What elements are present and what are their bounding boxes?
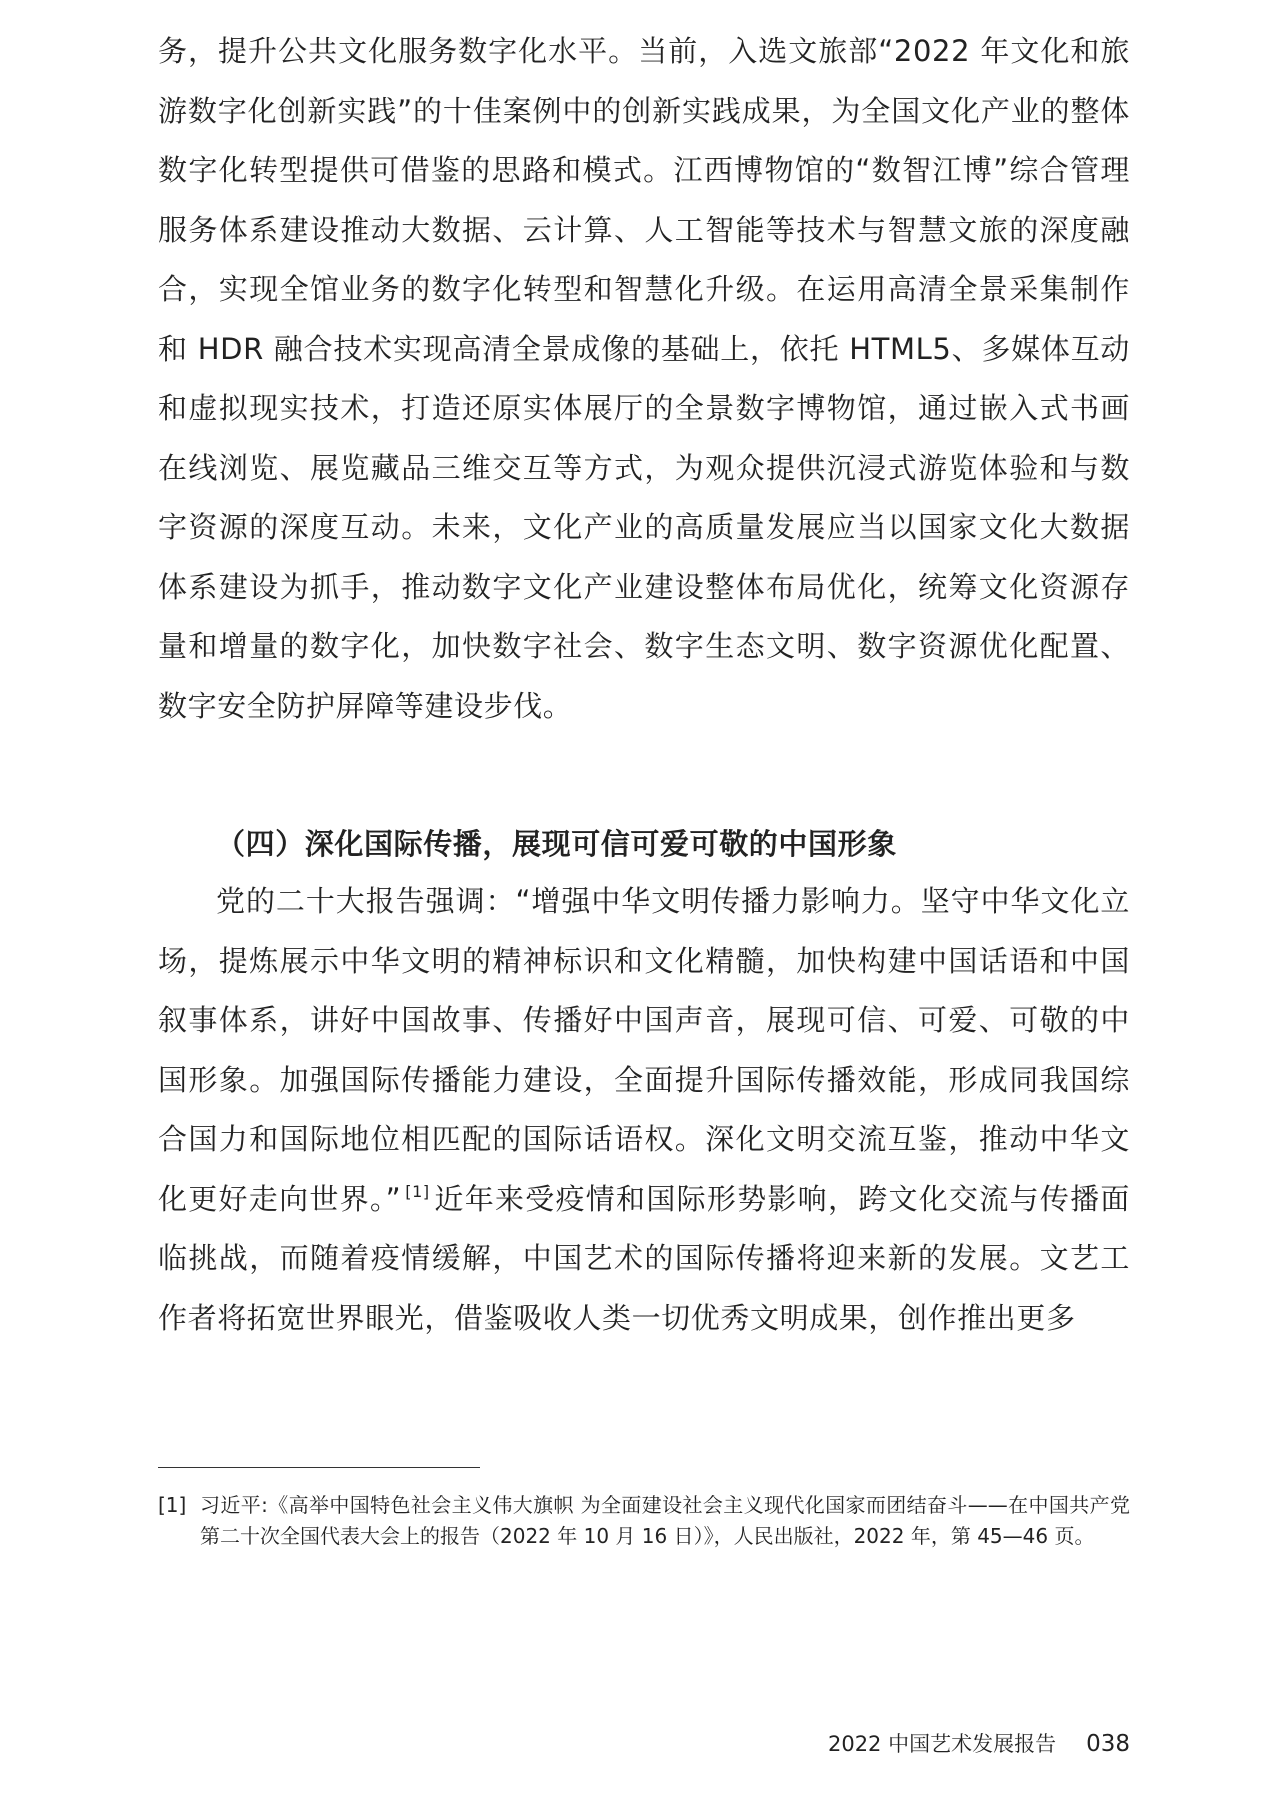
body-paragraph: 务，提升公共文化服务数字化水平。当前，入选文旅部“2022 年文化和旅游数字化创新实践”的十佳案例中的创新实践成果，为全国文化产业的整体数字化转型提供可借鉴的思路和模式。江西博物馆的“数智江博”综合管理服务体系建设推动大数据、云计算、人工智能等技术与智慧文旅的深度融合，实现全馆业务的数字化转型和智慧化升级。在运用高清全景采集制作和 HDR 融合技术实现高清全景成像的基础上，依托 HTML5、多媒体互动和虚拟现实技术，打造还原实体展厅的全景数字博物馆，通过嵌入式书画在线浏览、展览藏品三维交互等方式，为观众提供沉浸式游览体验和与数字资源的深度互动。未来，文化产业的高质量发展应当以国家文化大数据体系建设为抓手，推动数字文化产业建设整体布局优化，统筹文化资源存量和增量的数字化，加快数字社会、数字生态文明、数字资源优化配置、数字安全防护屏障等建设步伐。 — [158, 34, 1130, 723]
footer-book-title: 2022 中国艺术发展报告 — [827, 1732, 1057, 1756]
page-footer — [828, 1730, 1130, 1758]
footnote-number: [1] — [158, 1493, 187, 1517]
page-body — [158, 22, 1130, 1348]
footnote-divider — [158, 1467, 480, 1468]
footnote — [158, 1490, 1130, 1552]
footnote-reference[interactable]: [1] — [405, 1181, 430, 1201]
section-heading: （四）深化国际传播，展现可信可爱可敬的中国形象 — [216, 827, 897, 861]
paragraph-text: 近年来受疫情和国际形势影响，跨文化交流与传播面临挑战，而随着疫情缓解，中国艺术的国际传播将迎来新的发展。文艺工作者将拓宽世界眼光，借鉴吸收人类一切优秀文明成果，创作推出更多 — [158, 1181, 1130, 1335]
footnote-text: 习近平:《高举中国特色社会主义伟大旗帜 为全面建设社会主义现代化国家而团结奋斗——在中国共产党第二十次全国代表大会上的报告（2022 年 10 月 16 日）》，人民出版社，2022 年，第 45—46 页。 — [200, 1493, 1130, 1548]
page-number: 038 — [1086, 1731, 1130, 1757]
body-paragraph — [158, 872, 1130, 1348]
paragraph-text: 党的二十大报告强调：“增强中华文明传播力影响力。坚守中华文化立场，提炼展示中华文明的精神标识和文化精髓，加快构建中国话语和中国叙事体系，讲好中国故事、传播好中国声音，展现可信、可爱、可敬的中国形象。加强国际传播能力建设，全面提升国际传播效能，形成同我国综合国力和国际地位相匹配的国际话语权。深化文明交流互鉴，推动中华文化更好走向世界。” — [158, 884, 1130, 1216]
